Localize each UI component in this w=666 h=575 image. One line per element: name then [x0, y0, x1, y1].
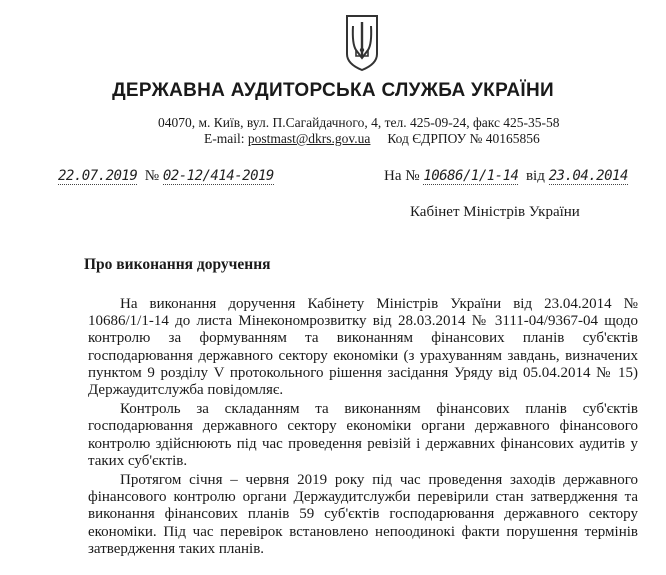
outgoing-number: 02-12/414-2019	[162, 168, 274, 184]
edrpou-code: Код ЄДРПОУ № 40165856	[387, 131, 540, 146]
letter-body	[88, 296, 638, 558]
incoming-date: 23.04.2014	[548, 168, 628, 184]
organization-title: ДЕРЖАВНА АУДИТОРСЬКА СЛУЖБА УКРАЇНИ	[112, 80, 554, 101]
incoming-number-label: На №	[384, 168, 420, 184]
body-paragraph: На виконання доручення Кабінету Міністрів України від 23.04.2014 № 10686/1/1-14 до листа Мінекономрозвитку від 28.03.2014 № 3111-04/9367-04 щодо контролю за формуванням та виконанням фінансових планів суб'єктів господарювання державного сектору економіки (з урахуванням завдань, визначених пунктом 9 розділу V протокольного рішення засідання Уряду від 05.04.2014 № 15) Держаудитслужба повідомляє.	[88, 296, 638, 399]
subject-line: Про виконання доручення	[84, 256, 271, 273]
outgoing-number-label: №	[144, 168, 160, 184]
contact-line	[204, 131, 540, 147]
recipient: Кабінет Міністрів України	[410, 204, 580, 220]
email-link[interactable]: postmast@dkrs.gov.ua	[247, 131, 371, 146]
trident-coat-of-arms-icon	[344, 14, 380, 72]
email-label: E-mail:	[204, 131, 245, 146]
incoming-date-label: від	[525, 168, 545, 184]
body-paragraph: Контроль за складанням та виконанням фінансових планів суб'єктів господарювання державного сектору економіки органи державного фінансового контролю здійснюють під час проведення ревізій і державних фінансових аудитів у таких суб'єктів.	[88, 401, 638, 469]
outgoing-reference	[58, 168, 274, 185]
incoming-number: 10686/1/1-14	[423, 168, 519, 184]
outgoing-date: 22.07.2019	[58, 168, 138, 184]
address-line: 04070, м. Київ, вул. П.Сагайдачного, 4, тел. 425-09-24, факс 425-35-58	[158, 115, 560, 130]
body-paragraph: Протягом січня – червня 2019 року під час проведення заходів державного фінансового контролю органи Держаудитслужби перевірили стан затвердження та виконання фінансових планів 59 суб'єктів господарювання державного сектору економіки. Під час перевірок встановлено непоодинокі факти порушення термінів затвердження таких планів.	[88, 472, 638, 557]
incoming-reference	[384, 168, 628, 185]
